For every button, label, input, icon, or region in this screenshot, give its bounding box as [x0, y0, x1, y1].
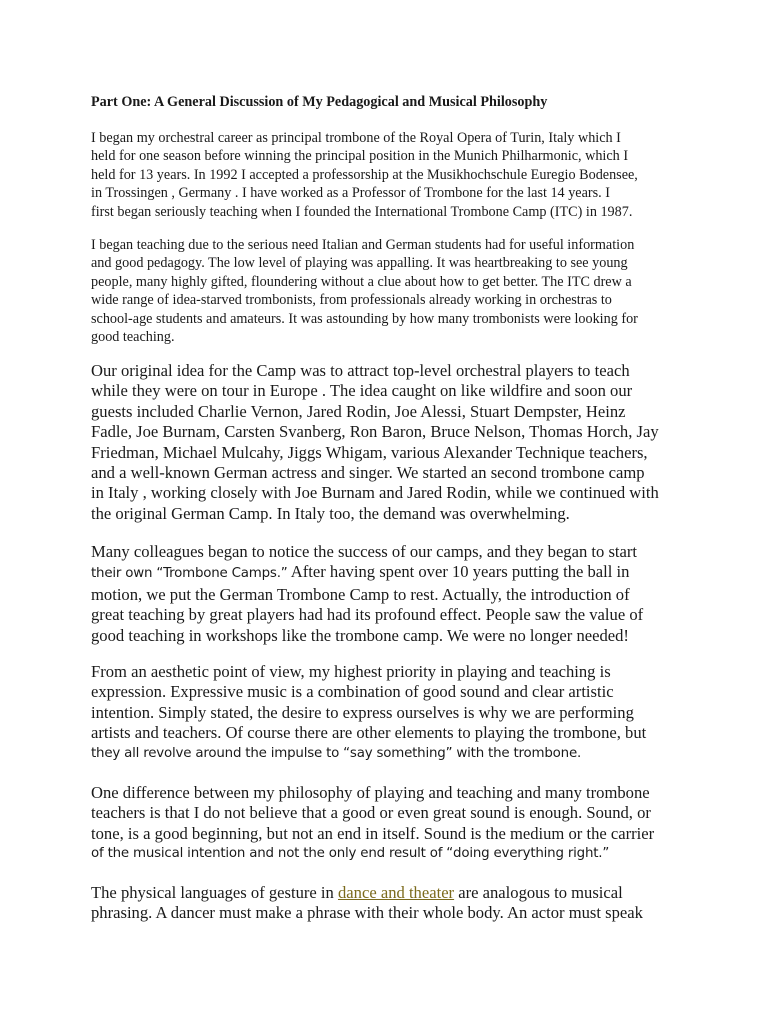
text-line: and good pedagogy. The low level of playing was appalling. It was heartbreaking to see young	[91, 255, 628, 272]
text-line: school-age students and amateurs. It was astounding by how many trombonists were looking for	[91, 310, 638, 327]
text-line: tone, is a good beginning, but not an end in itself. Sound is the medium or the carrier	[91, 823, 655, 843]
text-line: wide range of idea-starved trombonists, from professionals already working in orchestras to	[91, 292, 612, 309]
text-fragment: After having spent over 10 years putting the ball in	[287, 562, 630, 582]
text-line: while they were on tour in Europe . The idea caught on like wildfire and soon our	[91, 381, 633, 401]
text-line: I began teaching due to the serious need Italian and German students had for useful information	[91, 237, 635, 253]
text-line: they all revolve around the impulse to “say something” with the trombone.	[91, 745, 582, 761]
text-line: people, many highly gifted, floundering without a clue about how to get better. The ITC drew a	[91, 273, 632, 290]
text-line: motion, we put the German Trombone Camp to rest. Actually, the introduction of	[91, 584, 630, 604]
paragraph-colleagues	[91, 542, 691, 646]
text-line: of the musical intention and not the only end result of “doing everything right.”	[91, 846, 610, 862]
text-line: great teaching by great players had had its profound effect. People saw the value of	[91, 605, 644, 625]
text-line: expression. Expressive music is a combination of good sound and clear artistic	[91, 682, 614, 702]
text-line: Fadle, Joe Burnam, Carsten Svanberg, Ron Baron, Bruce Nelson, Thomas Horch, Jay	[91, 422, 659, 442]
paragraph-gesture	[91, 883, 691, 924]
text-fragment: are analogous to musical	[454, 883, 623, 902]
text-line: good teaching.	[91, 329, 175, 346]
text-line: in Italy , working closely with Joe Burnam and Jared Rodin, while we continued with	[91, 483, 659, 503]
text-line: teachers is that I do not believe that a good or even great sound is enough. Sound, or	[91, 803, 651, 823]
text-line: Friedman, Michael Mulcahy, Jiggs Whigam, various Alexander Technique teachers,	[91, 442, 648, 462]
text-line: phrasing. A dancer must make a phrase with their whole body. An actor must speak	[91, 903, 643, 923]
paragraph-career	[91, 129, 691, 221]
text-line: Many colleagues began to notice the success of our camps, and they began to start	[91, 542, 638, 561]
paragraph-teaching-need	[91, 236, 691, 346]
text-line: in Trossingen , Germany . I have worked as a Professor of Trombone for the last 14 years. I	[91, 185, 610, 202]
paragraph-camp-idea	[91, 361, 691, 524]
text-line	[91, 562, 691, 584]
text-line: artists and teachers. Of course there are other elements to playing the trombone, but	[91, 723, 647, 743]
text-line: good teaching in workshops like the trombone camp. We were no longer needed!	[91, 625, 629, 645]
text-line: first began seriously teaching when I founded the International Trombone Camp (ITC) in 1987.	[91, 203, 633, 220]
text-fragment: their own “Trombone Camps.”	[91, 566, 288, 582]
text-line: held for 13 years. In 1992 I accepted a professorship at the Musikhochschule Euregio Bodensee,	[91, 166, 638, 183]
text-line: One difference between my philosophy of playing and teaching and many trombone	[91, 783, 650, 802]
text-line: and a well-known German actress and singer. We started an second trombone camp	[91, 463, 645, 483]
text-line: guests included Charlie Vernon, Jared Rodin, Joe Alessi, Stuart Dempster, Heinz	[91, 401, 626, 421]
text-line: intention. Simply stated, the desire to express ourselves is why we are performing	[91, 702, 634, 722]
text-line	[91, 883, 691, 903]
text-line: I began my orchestral career as principal trombone of the Royal Opera of Turin, Italy which I	[91, 130, 621, 146]
paragraph-sound	[91, 783, 691, 865]
text-fragment: The physical languages of gesture in	[91, 883, 338, 902]
text-line: From an aesthetic point of view, my highest priority in playing and teaching is	[91, 662, 611, 681]
text-line: Our original idea for the Camp was to attract top-level orchestral players to teach	[91, 361, 630, 380]
text-line: the original German Camp. In Italy too, the demand was overwhelming.	[91, 503, 570, 523]
section-heading: Part One: A General Discussion of My Pedagogical and Musical Philosophy	[91, 94, 548, 110]
text-line: held for one season before winning the principal position in the Munich Philharmonic, which I	[91, 148, 629, 165]
paragraph-aesthetic	[91, 662, 691, 764]
dance-and-theater-link[interactable]: dance and theater	[338, 883, 455, 902]
